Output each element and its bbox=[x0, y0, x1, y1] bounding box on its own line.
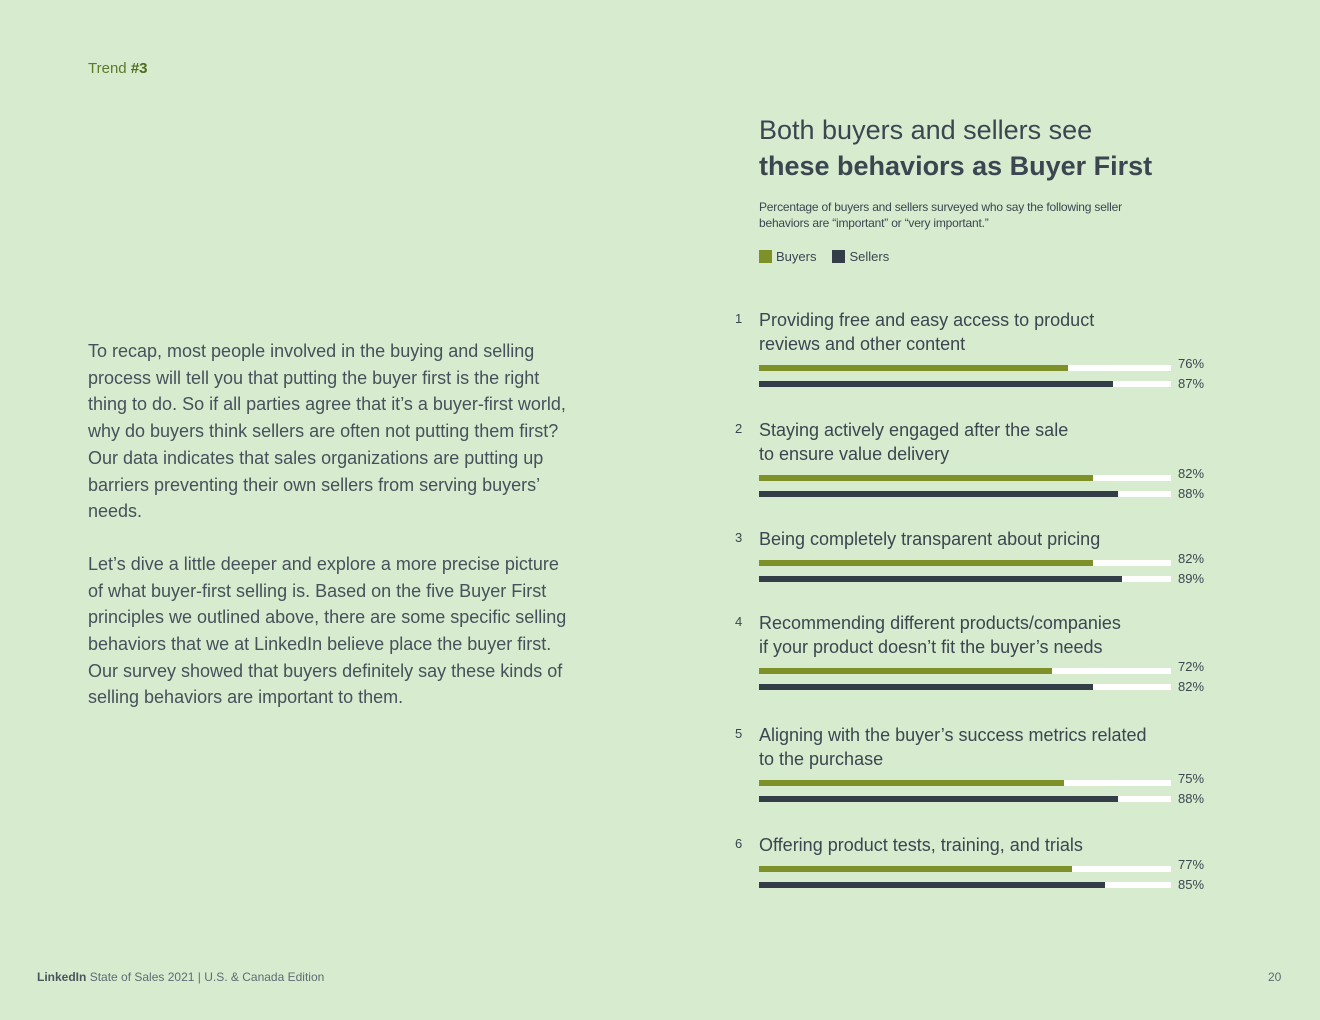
legend-label-buyers: Buyers bbox=[776, 249, 817, 264]
bar-track bbox=[759, 381, 1171, 387]
footer bbox=[37, 970, 324, 984]
item-number: 4 bbox=[735, 614, 743, 629]
category-label bbox=[759, 833, 1179, 857]
bar-track bbox=[759, 796, 1171, 802]
bar-track bbox=[759, 780, 1171, 786]
value-label-sellers: 88% bbox=[1178, 486, 1205, 501]
value-label-sellers: 87% bbox=[1178, 376, 1205, 391]
footer-brand: LinkedIn bbox=[37, 970, 87, 984]
chart-subtitle: Percentage of buyers and sellers surveyed who say the following seller behaviors are “important” or “very important.” bbox=[759, 200, 1122, 230]
legend-item-sellers bbox=[832, 249, 889, 264]
trend-number: #3 bbox=[130, 60, 148, 77]
category-label bbox=[759, 723, 1179, 771]
bar-track bbox=[759, 475, 1171, 481]
item-number: 3 bbox=[735, 530, 743, 545]
bar-track bbox=[759, 576, 1171, 582]
bar-sellers bbox=[759, 491, 1118, 497]
item-number: 2 bbox=[735, 421, 743, 436]
bar-sellers bbox=[759, 684, 1093, 690]
category-label bbox=[759, 611, 1179, 659]
legend-label-sellers: Sellers bbox=[849, 249, 890, 264]
category-label-line-1: Aligning with the buyer’s success metrics related bbox=[759, 725, 1147, 745]
bar-track bbox=[759, 365, 1171, 371]
item-number: 5 bbox=[735, 726, 743, 741]
value-label-buyers: 77% bbox=[1178, 857, 1205, 872]
bar-track bbox=[759, 560, 1171, 566]
category-label-line-2: to ensure value delivery bbox=[759, 444, 950, 464]
value-label-sellers: 82% bbox=[1178, 679, 1205, 694]
value-label-buyers: 82% bbox=[1178, 466, 1205, 481]
page-number: 20 bbox=[1268, 970, 1282, 984]
category-label-line-2: if your product doesn’t fit the buyer’s needs bbox=[759, 637, 1103, 657]
bar-sellers bbox=[759, 576, 1122, 582]
bar-track bbox=[759, 866, 1171, 872]
chart-legend bbox=[759, 249, 905, 264]
legend-item-buyers bbox=[759, 249, 816, 264]
bar-buyers bbox=[759, 866, 1072, 872]
category-label-line-1: Being completely transparent about pricing bbox=[759, 529, 1101, 549]
trend-label bbox=[88, 60, 148, 77]
category-label-line-2: to the purchase bbox=[759, 749, 884, 769]
value-label-buyers: 82% bbox=[1178, 551, 1205, 566]
value-label-buyers: 72% bbox=[1178, 659, 1205, 674]
category-label-line-1: Providing free and easy access to product bbox=[759, 310, 1095, 330]
value-label-sellers: 89% bbox=[1178, 571, 1205, 586]
chart-title-line-2: these behaviors as Buyer First bbox=[759, 151, 1153, 181]
item-number: 6 bbox=[735, 836, 743, 851]
bar-track bbox=[759, 491, 1171, 497]
footer-text: State of Sales 2021 | U.S. & Canada Edition bbox=[89, 970, 325, 984]
category-label bbox=[759, 308, 1179, 356]
category-label bbox=[759, 527, 1179, 551]
chart-title bbox=[759, 112, 1239, 184]
bar-sellers bbox=[759, 882, 1105, 888]
value-label-sellers: 85% bbox=[1178, 877, 1205, 892]
bar-buyers bbox=[759, 475, 1093, 481]
item-number: 1 bbox=[735, 311, 743, 326]
bar-buyers bbox=[759, 365, 1068, 371]
category-label-line-2: reviews and other content bbox=[759, 334, 966, 354]
bar-sellers bbox=[759, 381, 1113, 387]
category-label-line-1: Recommending different products/companies bbox=[759, 613, 1121, 633]
bar-buyers bbox=[759, 668, 1052, 674]
bar-buyers bbox=[759, 560, 1093, 566]
bar-track bbox=[759, 882, 1171, 888]
value-label-buyers: 76% bbox=[1178, 356, 1205, 371]
value-label-sellers: 88% bbox=[1178, 791, 1205, 806]
bar-track bbox=[759, 684, 1171, 690]
bar-buyers bbox=[759, 780, 1064, 786]
paragraph-2: Let’s dive a little deeper and explore a more precise picture of what buyer-first selling is. Based on the five Buyer First principles we outlined above, there are some specific selling behaviors that we at LinkedIn believe place the buyer first. Our survey showed that buyers definitely say these kinds of selling behaviors are important to them. bbox=[88, 553, 567, 708]
value-label-buyers: 75% bbox=[1178, 771, 1205, 786]
legend-swatch-buyers bbox=[759, 250, 772, 263]
bar-track bbox=[759, 668, 1171, 674]
bar-sellers bbox=[759, 796, 1118, 802]
chart-title-line-1: Both buyers and sellers see bbox=[759, 115, 1093, 145]
body-text bbox=[88, 338, 568, 737]
trend-text: Trend bbox=[88, 60, 127, 77]
category-label-line-1: Staying actively engaged after the sale bbox=[759, 420, 1069, 440]
legend-swatch-sellers bbox=[832, 250, 845, 263]
category-label-line-1: Offering product tests, training, and trials bbox=[759, 835, 1083, 855]
category-label bbox=[759, 418, 1179, 466]
paragraph-1: To recap, most people involved in the buying and selling process will tell you that putting the buyer first is the right thing to do. So if all parties agree that it’s a buyer-first world, why do buyers think sellers are often not putting them first? Our data indicates that sales organizations are putting up barriers preventing their own sellers from serving buyers’ needs. bbox=[88, 341, 566, 522]
